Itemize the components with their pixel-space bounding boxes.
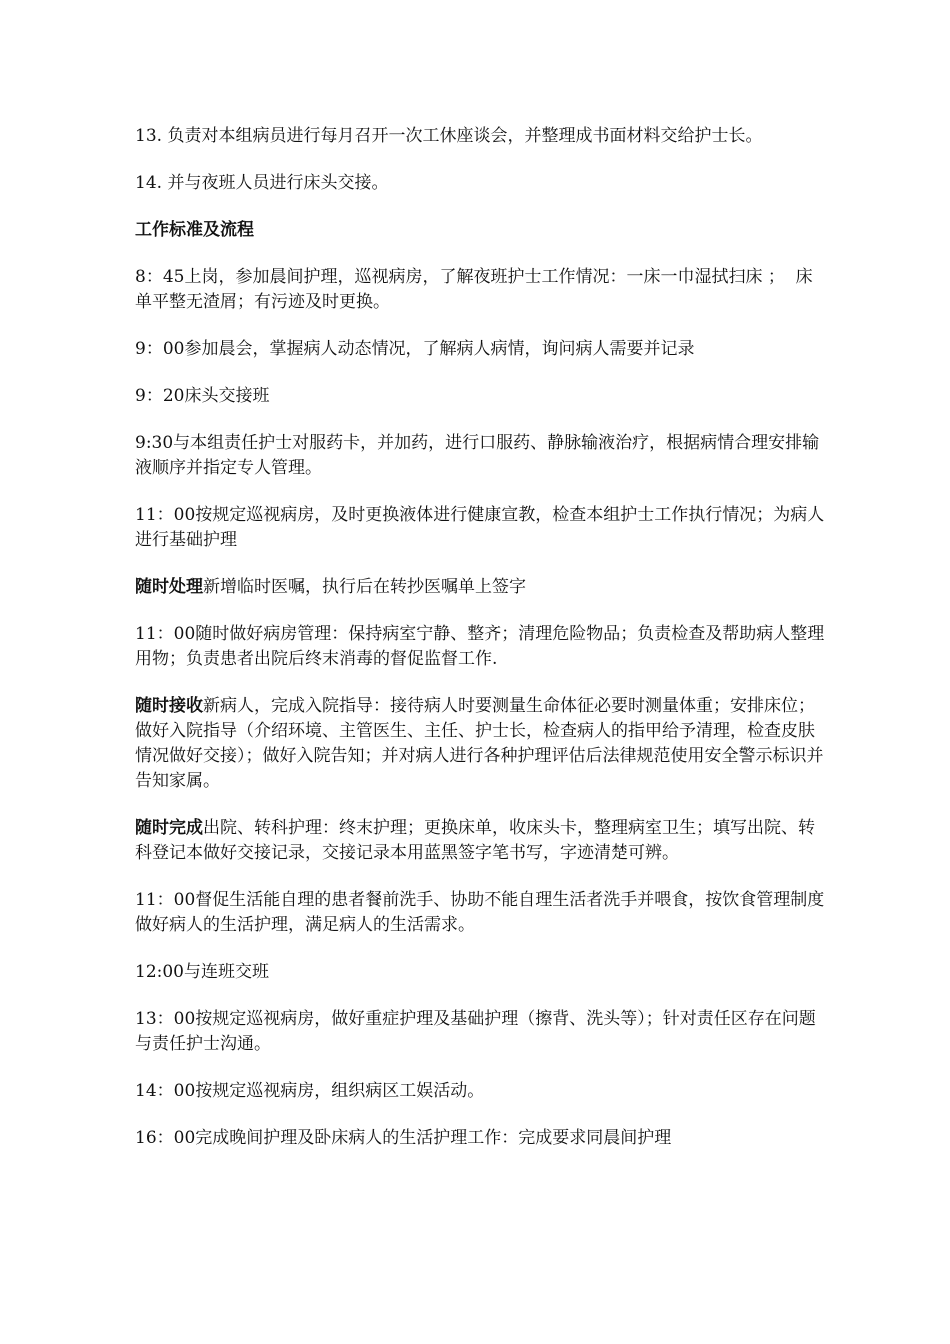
paragraph-text: 13：00按规定巡视病房，做好重症护理及基础护理（擦背、洗头等）；针对责任区存在问题与责任护士沟通。	[135, 1009, 816, 1054]
paragraph-text: 11：00督促生活能自理的患者餐前洗手、协助不能自理生活者洗手并喂食，按饮食管理制度做好病人的生活护理，满足病人的生活需求。	[135, 890, 825, 935]
section-heading: 工作标准及流程	[135, 220, 254, 240]
paragraph-text: 13. 负责对本组病员进行每月召开一次工休座谈会，并整理成书面材料交给护士长。	[135, 126, 763, 146]
paragraph-text: 9：20床头交接班	[135, 386, 270, 406]
document-body	[135, 124, 825, 1173]
paragraph-text: 14. 并与夜班人员进行床头交接。	[135, 173, 389, 193]
paragraph-receive-patient	[135, 694, 825, 794]
paragraph-1200	[135, 960, 825, 985]
paragraph-lead: 随时完成	[135, 818, 203, 838]
paragraph-text: 新增临时医嘱，执行后在转抄医嘱单上签字	[203, 577, 526, 597]
paragraph-handle-orders	[135, 575, 825, 600]
paragraph-item-13	[135, 124, 825, 149]
paragraph-0845	[135, 265, 825, 315]
paragraph-text: 9:30与本组责任护士对服药卡，并加药，进行口服药、静脉输液治疗，根据病情合理安排输液顺序并指定专人管理。	[135, 433, 820, 478]
paragraph-item-14	[135, 171, 825, 196]
paragraph-text: 12:00与连班交班	[135, 962, 269, 982]
paragraph-1100-ward	[135, 622, 825, 672]
paragraph-text: 9：00参加晨会，掌握病人动态情况，了解病人病情，询问病人需要并记录	[135, 339, 695, 359]
paragraph-text: 出院、转科护理：终末护理；更换床单，收床头卡，整理病室卫生；填写出院、转科登记本做好交接记录，交接记录本用蓝黑签字笔书写，字迹清楚可辨。	[135, 818, 815, 863]
paragraph-lead: 随时接收	[135, 696, 203, 716]
paragraph-1400	[135, 1079, 825, 1104]
paragraph-text: 14：00按规定巡视病房，组织病区工娱活动。	[135, 1081, 485, 1101]
paragraph-text: 16：00完成晚间护理及卧床病人的生活护理工作：完成要求同晨间护理	[135, 1128, 672, 1148]
paragraph-complete-discharge	[135, 816, 825, 866]
paragraph-text: 新病人，完成入院指导：接待病人时要测量生命体征必要时测量体重；安排床位；做好入院指导（介绍环境、主管医生、主任、护士长，检查病人的指甲给予清理，检查皮肤情况做好交接）；做好入院告知；并对病人进行各种护理评估后法律规范使用安全警示标识并告知家属。	[135, 696, 824, 791]
paragraph-1300	[135, 1007, 825, 1057]
paragraph-text: 8：45上岗，参加晨间护理，巡视病房，了解夜班护士工作情况：一床一巾湿拭扫床 ； 床单平整无渣屑；有污迹及时更换。	[135, 267, 813, 312]
paragraph-1100-meals	[135, 888, 825, 938]
paragraph-0930	[135, 431, 825, 481]
paragraph-text: 11：00随时做好病房管理：保持病室宁静、整齐；清理危险物品；负责检查及帮助病人整理用物；负责患者出院后终末消毒的督促监督工作.	[135, 624, 825, 669]
paragraph-1100-patrol	[135, 503, 825, 553]
paragraph-1600	[135, 1126, 825, 1151]
paragraph-0900	[135, 337, 825, 362]
paragraph-text: 11：00按规定巡视病房，及时更换液体进行健康宣教，检查本组护士工作执行情况；为病人进行基础护理	[135, 505, 825, 550]
paragraph-lead: 随时处理	[135, 577, 203, 597]
paragraph-0920	[135, 384, 825, 409]
